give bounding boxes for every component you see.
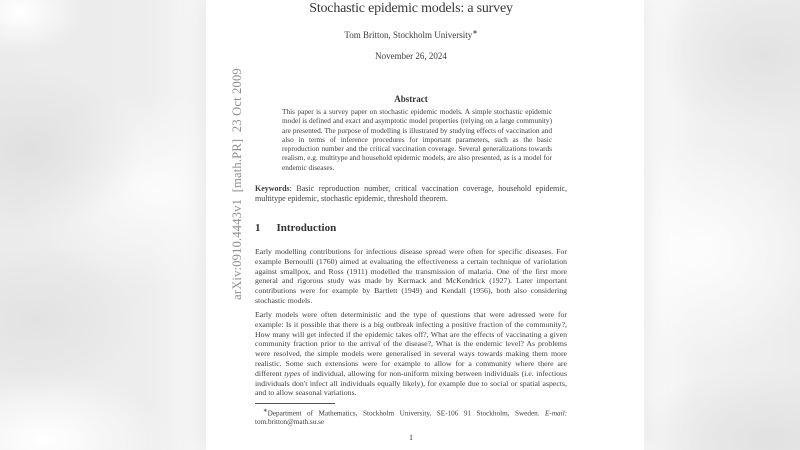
footnote-email-label: E-mail: (545, 409, 567, 418)
arxiv-watermark: arXiv:0910.4443v1 [math.PR] 23 Oct 2009 (230, 68, 244, 300)
section-heading (255, 222, 567, 234)
abstract-heading: Abstract (394, 94, 428, 104)
intro-paragraph-2-emphasis: types (284, 368, 301, 378)
page-number: 1 (409, 433, 413, 442)
intro-paragraph-2-text-end: of individual, allowing for non-uniform mixing between individuals (i.e. infectious individuals don't infect all individuals equally likely), for example due to social or spatial aspects, and to allow seasonal variations. (255, 368, 567, 398)
date-line: November 26, 2024 (375, 51, 447, 61)
paper-page (206, 0, 644, 450)
paper-title: Stochastic epidemic models: a survey (309, 1, 513, 16)
footnote (255, 407, 567, 427)
keywords-line (255, 184, 567, 203)
footnote-marker: ∗ (263, 408, 268, 414)
keywords-label: Keywords (255, 184, 290, 193)
blurred-backdrop-left (0, 0, 210, 450)
intro-paragraph-2-text: Early models were often deterministic and the type of questions that were adressed were for example: Is it possible that there is a big outbreak infecting a positive fraction of the community?, How many will get infected if the epidemic takes off?, What are the effects of vaccinating a given community fraction prior to the arrival of the disease?, What is the endemic level? As problems were resolved, the simple models were generalised in several ways towards making them more realistic. Some such extensions were for example to allow for a community where there are different (255, 310, 567, 378)
intro-paragraph-2 (255, 310, 567, 398)
keywords-text: : Basic reproduction number, critical vaccination coverage, household epidemic, multitype epidemic, stochastic epidemic, threshold theorem. (255, 184, 567, 203)
footnote-affiliation: Department of Mathematics, Stockholm University, SE-106 91 Stockholm, Sweden. (267, 409, 546, 418)
footnote-rule (255, 403, 335, 404)
section-title: Introduction (276, 222, 337, 234)
abstract-text: This paper is a survey paper on stochastic epidemic models. A simple stochastic epidemic model is defined and exact and asymptotic model properties (relying on a large community) are presented. The purpose of modelling is illustrated by studying effects of vaccination and also in terms of inference procedures for important parameters, such as the basic reproduction number and the critical vaccination coverage. Several generalizations towards realism, e.g. multitype and household epidemic models, are also presented, as is a model for endemic diseases. (282, 107, 552, 172)
author-footnote-marker: ∗ (472, 29, 478, 36)
author-line (255, 28, 567, 40)
blurred-backdrop-right (640, 0, 800, 450)
intro-paragraph-1: Early modelling contributions for infectious disease spread were often for specific diseases. For example Bernoulli (1760) aimed at evaluating the effectiveness a certain technique of variolation against smallpox, and Ross (1911) modelled the transmission of malaria. One of the first more general and rigorous study was made by Kermack and McKendrick (1927). Later important contributions were for example by Bartlett (1949) and Kendall (1956), both also considering stochastic models. (255, 247, 567, 305)
author-name: Tom Britton, Stockholm University (344, 30, 473, 40)
footnote-email-address: tom.britton@math.su.se (255, 418, 325, 427)
section-number: 1 (255, 222, 261, 234)
